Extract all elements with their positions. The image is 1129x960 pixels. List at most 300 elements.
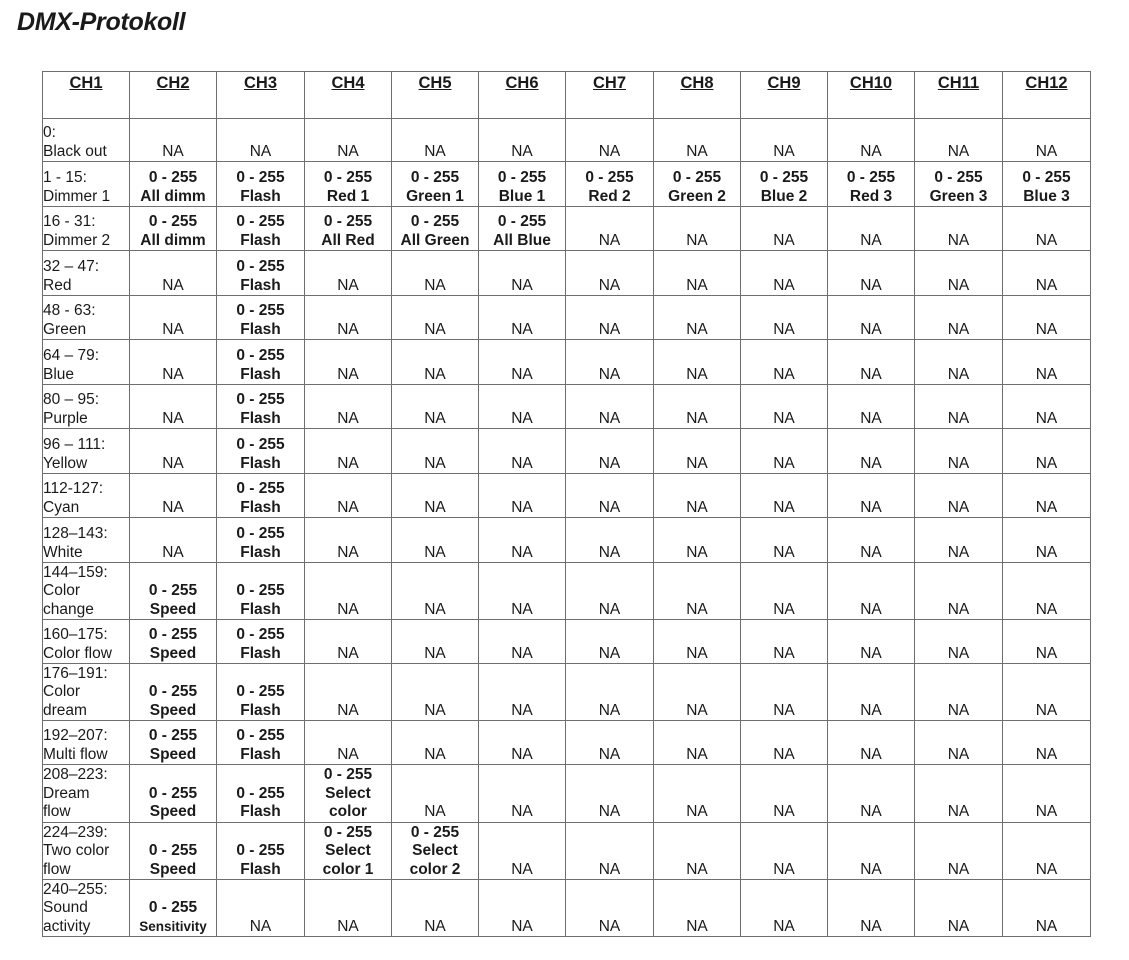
channel-value-line: 0 - 255 <box>410 169 460 186</box>
ch1-range-line: 64 – 79: <box>43 347 100 364</box>
channel-value-cell <box>392 207 479 251</box>
channel-value-cell <box>1003 162 1091 207</box>
na-value: NA <box>860 543 882 561</box>
channel-value-cell <box>566 251 654 296</box>
channel-value-cell <box>392 765 479 823</box>
channel-value-cell <box>479 251 566 296</box>
table-row <box>43 385 1091 429</box>
channel-value-cell <box>915 563 1003 620</box>
na-value: NA <box>686 543 708 561</box>
na-value: NA <box>947 701 970 719</box>
channel-value-line: color 2 <box>409 860 461 878</box>
channel-value-cell <box>130 822 217 880</box>
ch1-range-line: Red <box>43 276 72 294</box>
ch1-range-cell <box>43 822 130 880</box>
na-value: NA <box>598 600 621 618</box>
channel-value-line: Flash <box>240 803 281 820</box>
channel-value-cell <box>392 518 479 563</box>
column-header-ch1 <box>43 72 130 119</box>
na-value: NA <box>162 320 184 338</box>
channel-value-line: 0 - 255 <box>148 727 198 744</box>
channel-value-cell <box>566 620 654 664</box>
channel-value-cell <box>305 251 392 296</box>
ch1-range-line: 1 - 15: <box>43 169 87 186</box>
channel-value-cell <box>654 429 741 474</box>
na-value: NA <box>249 142 272 160</box>
channel-value-line: Speed <box>149 701 197 719</box>
channel-value-line: color 1 <box>322 860 374 878</box>
na-value: NA <box>686 701 708 719</box>
channel-value-cell <box>217 251 305 296</box>
column-header-ch4 <box>305 72 392 119</box>
channel-value-cell <box>479 880 566 937</box>
channel-value-cell <box>654 563 741 620</box>
na-value: NA <box>1035 409 1058 427</box>
na-value: NA <box>249 917 272 935</box>
channel-value-cell <box>1003 721 1091 765</box>
channel-value-cell <box>915 721 1003 765</box>
channel-value-line: Flash <box>240 701 281 719</box>
channel-value-line: 0 - 255 <box>236 169 285 186</box>
table-row <box>43 563 1091 620</box>
na-value: NA <box>1035 320 1058 338</box>
na-value: NA <box>598 860 621 878</box>
na-value: NA <box>773 917 795 935</box>
channel-value-cell <box>217 765 305 823</box>
column-header-label: CH5 <box>418 74 452 92</box>
na-value: NA <box>424 917 446 935</box>
channel-value-cell <box>654 207 741 251</box>
channel-value-cell <box>1003 119 1091 162</box>
column-header-ch6 <box>479 72 566 119</box>
na-value: NA <box>424 498 446 516</box>
na-value: NA <box>860 600 882 618</box>
na-value: NA <box>598 803 621 820</box>
na-value: NA <box>947 917 970 935</box>
channel-value-cell <box>915 207 1003 251</box>
channel-value-cell <box>566 474 654 518</box>
na-value: NA <box>686 644 708 662</box>
channel-value-line: Red 1 <box>326 187 370 205</box>
ch1-range-cell <box>43 207 130 251</box>
na-value: NA <box>686 142 708 160</box>
ch1-range-cell <box>43 620 130 664</box>
channel-value-cell <box>217 385 305 429</box>
ch1-range-cell <box>43 563 130 620</box>
channel-value-cell <box>130 207 217 251</box>
na-value: NA <box>511 498 533 516</box>
na-value: NA <box>1035 142 1058 160</box>
na-value: NA <box>1035 917 1058 935</box>
channel-value-cell <box>654 296 741 340</box>
channel-value-cell <box>915 822 1003 880</box>
channel-value-cell <box>741 251 828 296</box>
channel-value-line: Flash <box>240 409 281 427</box>
channel-value-cell <box>305 119 392 162</box>
na-value: NA <box>337 701 359 719</box>
channel-value-cell <box>566 162 654 207</box>
channel-value-cell <box>915 385 1003 429</box>
ch1-range-cell <box>43 664 130 721</box>
na-value: NA <box>337 409 359 427</box>
ch1-range-line: 160–175: <box>43 626 108 643</box>
na-value: NA <box>598 498 621 516</box>
channel-value-cell <box>654 385 741 429</box>
channel-value-cell <box>828 563 915 620</box>
channel-value-cell <box>217 721 305 765</box>
na-value: NA <box>1035 498 1058 516</box>
channel-value-cell <box>1003 340 1091 385</box>
na-value: NA <box>947 454 970 472</box>
na-value: NA <box>337 543 359 561</box>
ch1-range-line: 192–207: <box>43 727 108 744</box>
na-value: NA <box>1035 600 1058 618</box>
channel-value-line: Select <box>412 842 458 859</box>
channel-value-line: All dimm <box>140 231 206 249</box>
table-body <box>43 119 1091 937</box>
channel-value-cell <box>305 429 392 474</box>
channel-value-line: 0 - 255 <box>323 213 373 230</box>
channel-value-cell <box>741 296 828 340</box>
na-value: NA <box>337 142 359 160</box>
channel-value-line: Flash <box>240 600 281 618</box>
channel-value-line: 0 - 255 <box>236 727 285 744</box>
channel-value-cell <box>828 721 915 765</box>
ch1-range-line: flow <box>43 860 71 878</box>
channel-value-cell <box>1003 385 1091 429</box>
channel-value-line: Flash <box>240 860 281 878</box>
channel-value-cell <box>1003 664 1091 721</box>
channel-value-cell <box>305 563 392 620</box>
ch1-range-cell <box>43 880 130 937</box>
document-title: DMX-Protokoll <box>17 8 186 36</box>
column-header-label: CH2 <box>156 74 190 92</box>
na-value: NA <box>337 320 359 338</box>
ch1-range-line: dream <box>43 701 87 719</box>
channel-value-cell <box>479 385 566 429</box>
na-value: NA <box>947 644 970 662</box>
column-header-label: CH12 <box>1025 74 1068 92</box>
channel-value-cell <box>741 765 828 823</box>
na-value: NA <box>511 365 533 383</box>
na-value: NA <box>686 276 708 294</box>
channel-value-cell <box>654 251 741 296</box>
table-row <box>43 340 1091 385</box>
channel-value-cell <box>479 518 566 563</box>
na-value: NA <box>162 454 184 472</box>
channel-value-line: All Red <box>321 231 375 249</box>
dmx-table <box>42 71 1091 937</box>
channel-value-cell <box>1003 563 1091 620</box>
channel-value-cell <box>741 340 828 385</box>
channel-value-line: 0 - 255 <box>759 169 809 186</box>
channel-value-cell <box>915 474 1003 518</box>
na-value: NA <box>337 365 359 383</box>
na-value: NA <box>686 860 708 878</box>
channel-value-cell <box>915 664 1003 721</box>
channel-value-cell <box>828 207 915 251</box>
channel-value-line: 0 - 255 <box>846 169 896 186</box>
channel-value-cell <box>828 664 915 721</box>
channel-value-cell <box>305 721 392 765</box>
channel-value-cell <box>654 620 741 664</box>
ch1-range-line: Sound <box>43 899 88 916</box>
table-row <box>43 518 1091 563</box>
ch1-range-cell <box>43 119 130 162</box>
table-row <box>43 162 1091 207</box>
channel-value-cell <box>1003 474 1091 518</box>
channel-value-cell <box>566 765 654 823</box>
na-value: NA <box>773 498 795 516</box>
channel-value-cell <box>828 518 915 563</box>
channel-value-cell <box>741 721 828 765</box>
channel-value-cell <box>915 119 1003 162</box>
column-header-label: CH6 <box>505 74 539 92</box>
channel-value-line: Speed <box>149 600 197 618</box>
na-value: NA <box>686 320 708 338</box>
channel-value-cell <box>741 563 828 620</box>
ch1-range-line: Dream <box>43 784 90 802</box>
na-value: NA <box>773 320 795 338</box>
na-value: NA <box>686 600 708 618</box>
na-value: NA <box>511 917 533 935</box>
na-value: NA <box>424 409 446 427</box>
channel-value-cell <box>828 162 915 207</box>
na-value: NA <box>337 917 359 935</box>
na-value: NA <box>424 454 446 472</box>
channel-value-cell <box>479 429 566 474</box>
channel-value-cell <box>392 880 479 937</box>
channel-value-cell <box>915 880 1003 937</box>
ch1-range-line: Blue <box>43 365 75 383</box>
na-value: NA <box>860 276 882 294</box>
channel-value-cell <box>305 620 392 664</box>
channel-value-line: 0 - 255 <box>148 213 198 230</box>
channel-value-cell <box>654 664 741 721</box>
na-value: NA <box>598 231 621 249</box>
channel-value-line: 0 - 255 <box>236 302 285 319</box>
channel-value-cell <box>392 563 479 620</box>
channel-value-cell <box>915 620 1003 664</box>
na-value: NA <box>337 454 359 472</box>
channel-value-line: Flash <box>240 454 281 472</box>
channel-value-cell <box>217 207 305 251</box>
na-value: NA <box>773 644 795 662</box>
table-row <box>43 474 1091 518</box>
ch1-range-line: flow <box>43 803 71 820</box>
table-row <box>43 880 1091 937</box>
channel-value-cell <box>479 296 566 340</box>
na-value: NA <box>860 231 882 249</box>
na-value: NA <box>162 276 184 294</box>
channel-value-cell <box>305 296 392 340</box>
channel-value-cell <box>130 162 217 207</box>
channel-value-line: Speed <box>149 745 197 763</box>
channel-value-cell <box>479 474 566 518</box>
na-value: NA <box>598 320 621 338</box>
na-value: NA <box>511 644 533 662</box>
na-value: NA <box>424 543 446 561</box>
na-value: NA <box>1035 860 1058 878</box>
table-row <box>43 251 1091 296</box>
channel-value-cell <box>217 518 305 563</box>
na-value: NA <box>162 142 184 160</box>
channel-value-cell <box>566 429 654 474</box>
na-value: NA <box>773 600 795 618</box>
na-value: NA <box>511 142 533 160</box>
na-value: NA <box>424 142 446 160</box>
na-value: NA <box>860 917 882 935</box>
channel-value-cell <box>654 880 741 937</box>
na-value: NA <box>773 409 795 427</box>
na-value: NA <box>947 231 970 249</box>
channel-value-cell <box>828 119 915 162</box>
channel-value-line: Speed <box>149 803 197 820</box>
channel-value-line: Flash <box>240 365 281 383</box>
na-value: NA <box>424 803 446 820</box>
channel-value-cell <box>566 119 654 162</box>
channel-value-line: Red 2 <box>588 187 631 205</box>
channel-value-cell <box>130 296 217 340</box>
channel-value-cell <box>828 340 915 385</box>
ch1-range-cell <box>43 385 130 429</box>
channel-value-line: 0 - 255 <box>236 626 285 643</box>
column-header-label: CH11 <box>937 74 980 92</box>
channel-value-line: Select <box>325 784 371 802</box>
na-value: NA <box>162 543 184 561</box>
ch1-range-line: Dimmer 2 <box>43 231 111 249</box>
channel-value-line: 0 - 255 <box>236 582 285 599</box>
channel-value-line: Flash <box>240 745 281 763</box>
channel-value-cell <box>479 765 566 823</box>
ch1-range-line: Yellow <box>43 454 88 472</box>
channel-value-line: Flash <box>240 187 281 205</box>
channel-value-line: 0 - 255 <box>585 169 634 186</box>
column-header-ch12 <box>1003 72 1091 119</box>
ch1-range-cell <box>43 296 130 340</box>
na-value: NA <box>424 600 446 618</box>
channel-value-line: 0 - 255 <box>148 899 198 916</box>
na-value: NA <box>947 276 970 294</box>
channel-value-line: All Green <box>400 231 470 249</box>
channel-value-cell <box>828 765 915 823</box>
na-value: NA <box>947 320 970 338</box>
ch1-range-cell <box>43 162 130 207</box>
channel-value-line: Green 2 <box>668 187 726 205</box>
channel-value-line: 0 - 255 <box>934 169 983 186</box>
channel-value-cell <box>828 880 915 937</box>
channel-value-cell <box>915 429 1003 474</box>
channel-value-cell <box>130 765 217 823</box>
table-row <box>43 429 1091 474</box>
channel-value-line: color <box>329 803 367 820</box>
channel-value-cell <box>566 664 654 721</box>
na-value: NA <box>773 231 795 249</box>
channel-value-cell <box>828 385 915 429</box>
na-value: NA <box>424 320 446 338</box>
na-value: NA <box>860 454 882 472</box>
na-value: NA <box>337 600 359 618</box>
channel-value-cell <box>392 251 479 296</box>
channel-value-cell <box>741 518 828 563</box>
channel-value-cell <box>828 429 915 474</box>
channel-value-cell <box>566 880 654 937</box>
na-value: NA <box>773 276 795 294</box>
channel-value-line: 0 - 255 <box>1022 169 1071 186</box>
na-value: NA <box>860 860 882 878</box>
channel-value-cell <box>130 385 217 429</box>
channel-value-cell <box>654 340 741 385</box>
channel-value-cell <box>130 721 217 765</box>
ch1-range-line: Color <box>43 683 81 700</box>
na-value: NA <box>424 745 446 763</box>
channel-value-cell <box>479 664 566 721</box>
column-header-label: CH4 <box>331 74 365 92</box>
channel-value-cell <box>828 251 915 296</box>
channel-value-cell <box>392 296 479 340</box>
na-value: NA <box>162 498 184 516</box>
na-value: NA <box>947 745 970 763</box>
na-value: NA <box>598 142 621 160</box>
ch1-range-cell <box>43 765 130 823</box>
channel-value-cell <box>305 385 392 429</box>
channel-value-cell <box>915 340 1003 385</box>
channel-value-cell <box>217 664 305 721</box>
channel-value-cell <box>566 207 654 251</box>
na-value: NA <box>511 543 533 561</box>
channel-value-cell <box>217 429 305 474</box>
na-value: NA <box>1035 454 1058 472</box>
na-value: NA <box>424 644 446 662</box>
channel-value-line: 0 - 255 <box>236 480 285 497</box>
na-value: NA <box>947 860 970 878</box>
channel-value-cell <box>566 822 654 880</box>
ch1-range-line: 208–223: <box>43 766 108 783</box>
channel-value-cell <box>479 721 566 765</box>
channel-value-cell <box>741 474 828 518</box>
na-value: NA <box>511 276 533 294</box>
channel-value-line: Sensitivity <box>139 918 207 934</box>
na-value: NA <box>511 454 533 472</box>
channel-value-cell <box>915 765 1003 823</box>
channel-value-line: 0 - 255 <box>672 169 722 186</box>
channel-value-cell <box>479 207 566 251</box>
channel-value-cell <box>392 429 479 474</box>
na-value: NA <box>947 600 970 618</box>
channel-value-cell <box>828 620 915 664</box>
channel-value-cell <box>305 518 392 563</box>
channel-value-cell <box>305 207 392 251</box>
channel-value-cell <box>130 563 217 620</box>
ch1-range-cell <box>43 474 130 518</box>
column-header-ch3 <box>217 72 305 119</box>
channel-value-cell <box>915 518 1003 563</box>
na-value: NA <box>947 498 970 516</box>
na-value: NA <box>511 701 533 719</box>
na-value: NA <box>511 860 533 878</box>
channel-value-line: 0 - 255 <box>323 823 373 841</box>
channel-value-cell <box>217 563 305 620</box>
ch1-range-line: change <box>43 600 94 618</box>
channel-value-line: Blue 1 <box>498 187 546 205</box>
na-value: NA <box>598 543 621 561</box>
na-value: NA <box>424 701 446 719</box>
channel-value-line: 0 - 255 <box>236 525 285 542</box>
channel-value-cell <box>654 765 741 823</box>
channel-value-cell <box>654 721 741 765</box>
column-header-label: CH3 <box>243 74 277 92</box>
ch1-range-line: Multi flow <box>43 745 108 763</box>
